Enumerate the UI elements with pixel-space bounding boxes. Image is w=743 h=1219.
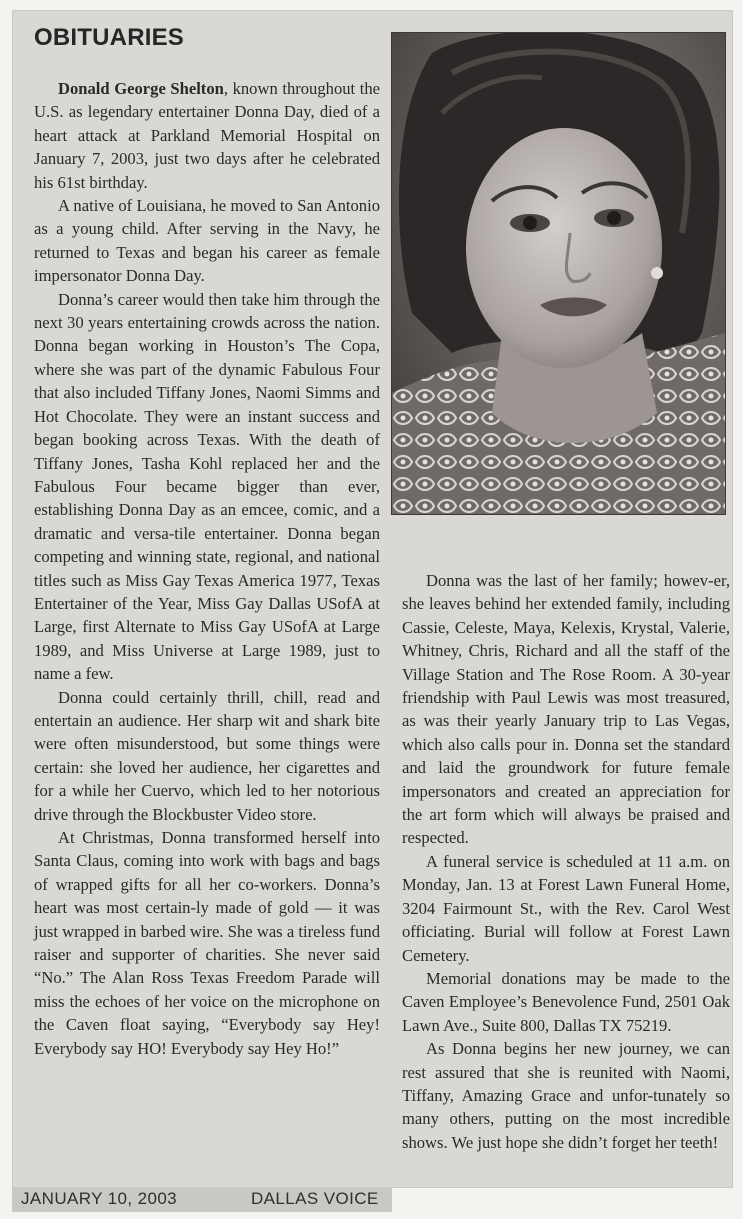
lead-name: Donald George Shelton: [58, 79, 224, 98]
publication-name: DALLAS VOICE: [251, 1189, 379, 1208]
paragraph: Memorial donations may be made to the Caven Employee’s Benevolence Fund, 2501 Oak Lawn Ave., Suite 800, Dallas TX 75219.: [402, 968, 730, 1035]
newspaper-clipping: [12, 10, 733, 1188]
paragraph: A funeral service is scheduled at 11 a.m. on Monday, Jan. 13 at Forest Lawn Funeral Home, 3204 Fairmount St., with the Rev. Carol West officiating. Burial will follow at Forest Lawn Cemetery.: [402, 851, 730, 965]
right-column: [402, 569, 730, 1154]
portrait-illustration: [392, 33, 725, 514]
portrait-photo: [391, 32, 726, 515]
paragraph: Donna’s career would then take him through the next 30 years entertaining crowds across the nation. Donna began working in Houston’s The Copa, where she was part of the dynamic Fabulous Four that also included Tiffany Jones, Naomi Simms and Hot Chocolate. They were an instant success and began booking across Texas. With the death of Tiffany Jones, Tasha Kohl replaced her and the Fabulous Four became bigger than ever, establishing Donna Day as an emcee, comic, and a dramatic and versa-tile entertainer. Donna began competing and winning state, regional, and national titles such as Miss Gay Texas America 1977, Texas Entertainer of the Year, Miss Gay Dallas USofA at Large, first Alternate to Miss Gay USofA at Large 1989, and Miss Universe at Large 1989, just to name a few.: [34, 289, 380, 684]
section-title: OBITUARIES: [34, 24, 185, 51]
paragraph: As Donna begins her new journey, we can rest assured that she is reunited with Naomi, Tiffany, Amazing Grace and unfor-tunately so many others, putting on the most incredible shows. We just hope she didn’t forget her teeth!: [402, 1039, 730, 1152]
left-column: [34, 77, 380, 1060]
paragraph: A native of Louisiana, he moved to San Antonio as a young child. After serving in the Navy, he returned to Texas and began his career as female impersonator Donna Day.: [34, 196, 380, 286]
paragraph: At Christmas, Donna transformed herself into Santa Claus, coming into work with bags and bags of wrapped gifts for all her co-workers. Donna’s heart was most certain-ly made of gold — it was just wrapped in barbed wire. She was a tireless fund raiser and supporter of charities. She never said “No.” The Alan Ross Texas Freedom Parade will miss the echoes of her voice on the microphone on the Caven float saying, “Everybody say Hey! Everybody say HO! Everybody say Hey Ho!”: [34, 828, 380, 1058]
footer-band: [12, 1188, 392, 1212]
issue-date: JANUARY 10, 2003: [21, 1189, 178, 1208]
paragraph-lead: [34, 77, 380, 194]
paragraph: Donna could certainly thrill, chill, read and entertain an audience. Her sharp wit and shark bite were often misunderstood, but some things were certain: she loved her audience, her cigarettes and for a while her Cuervo, which led to her notorious drive through the Blockbuster Video store.: [34, 687, 380, 824]
lead-text: , known throughout the U.S. as legendary entertainer Donna Day, died of a heart attack at Parkland Memorial Hospital on January 7, 2003, just two days after he celebrated his 61st birthday.: [34, 79, 380, 192]
paragraph: Donna was the last of her family; howev-er, she leaves behind her extended family, including Cassie, Celeste, Maya, Kelexis, Krystal, Valerie, Whitney, Chris, Richard and all the staff of the Village Station and The Rose Room. A 30-year friendship with Paul Lewis was most treasured, as was their yearly January trip to Las Vegas, which also calls pour in. Donna set the standard and laid the groundwork for future female impersonators and created an appreciation for the art form which will always be praised and respected.: [402, 571, 730, 848]
